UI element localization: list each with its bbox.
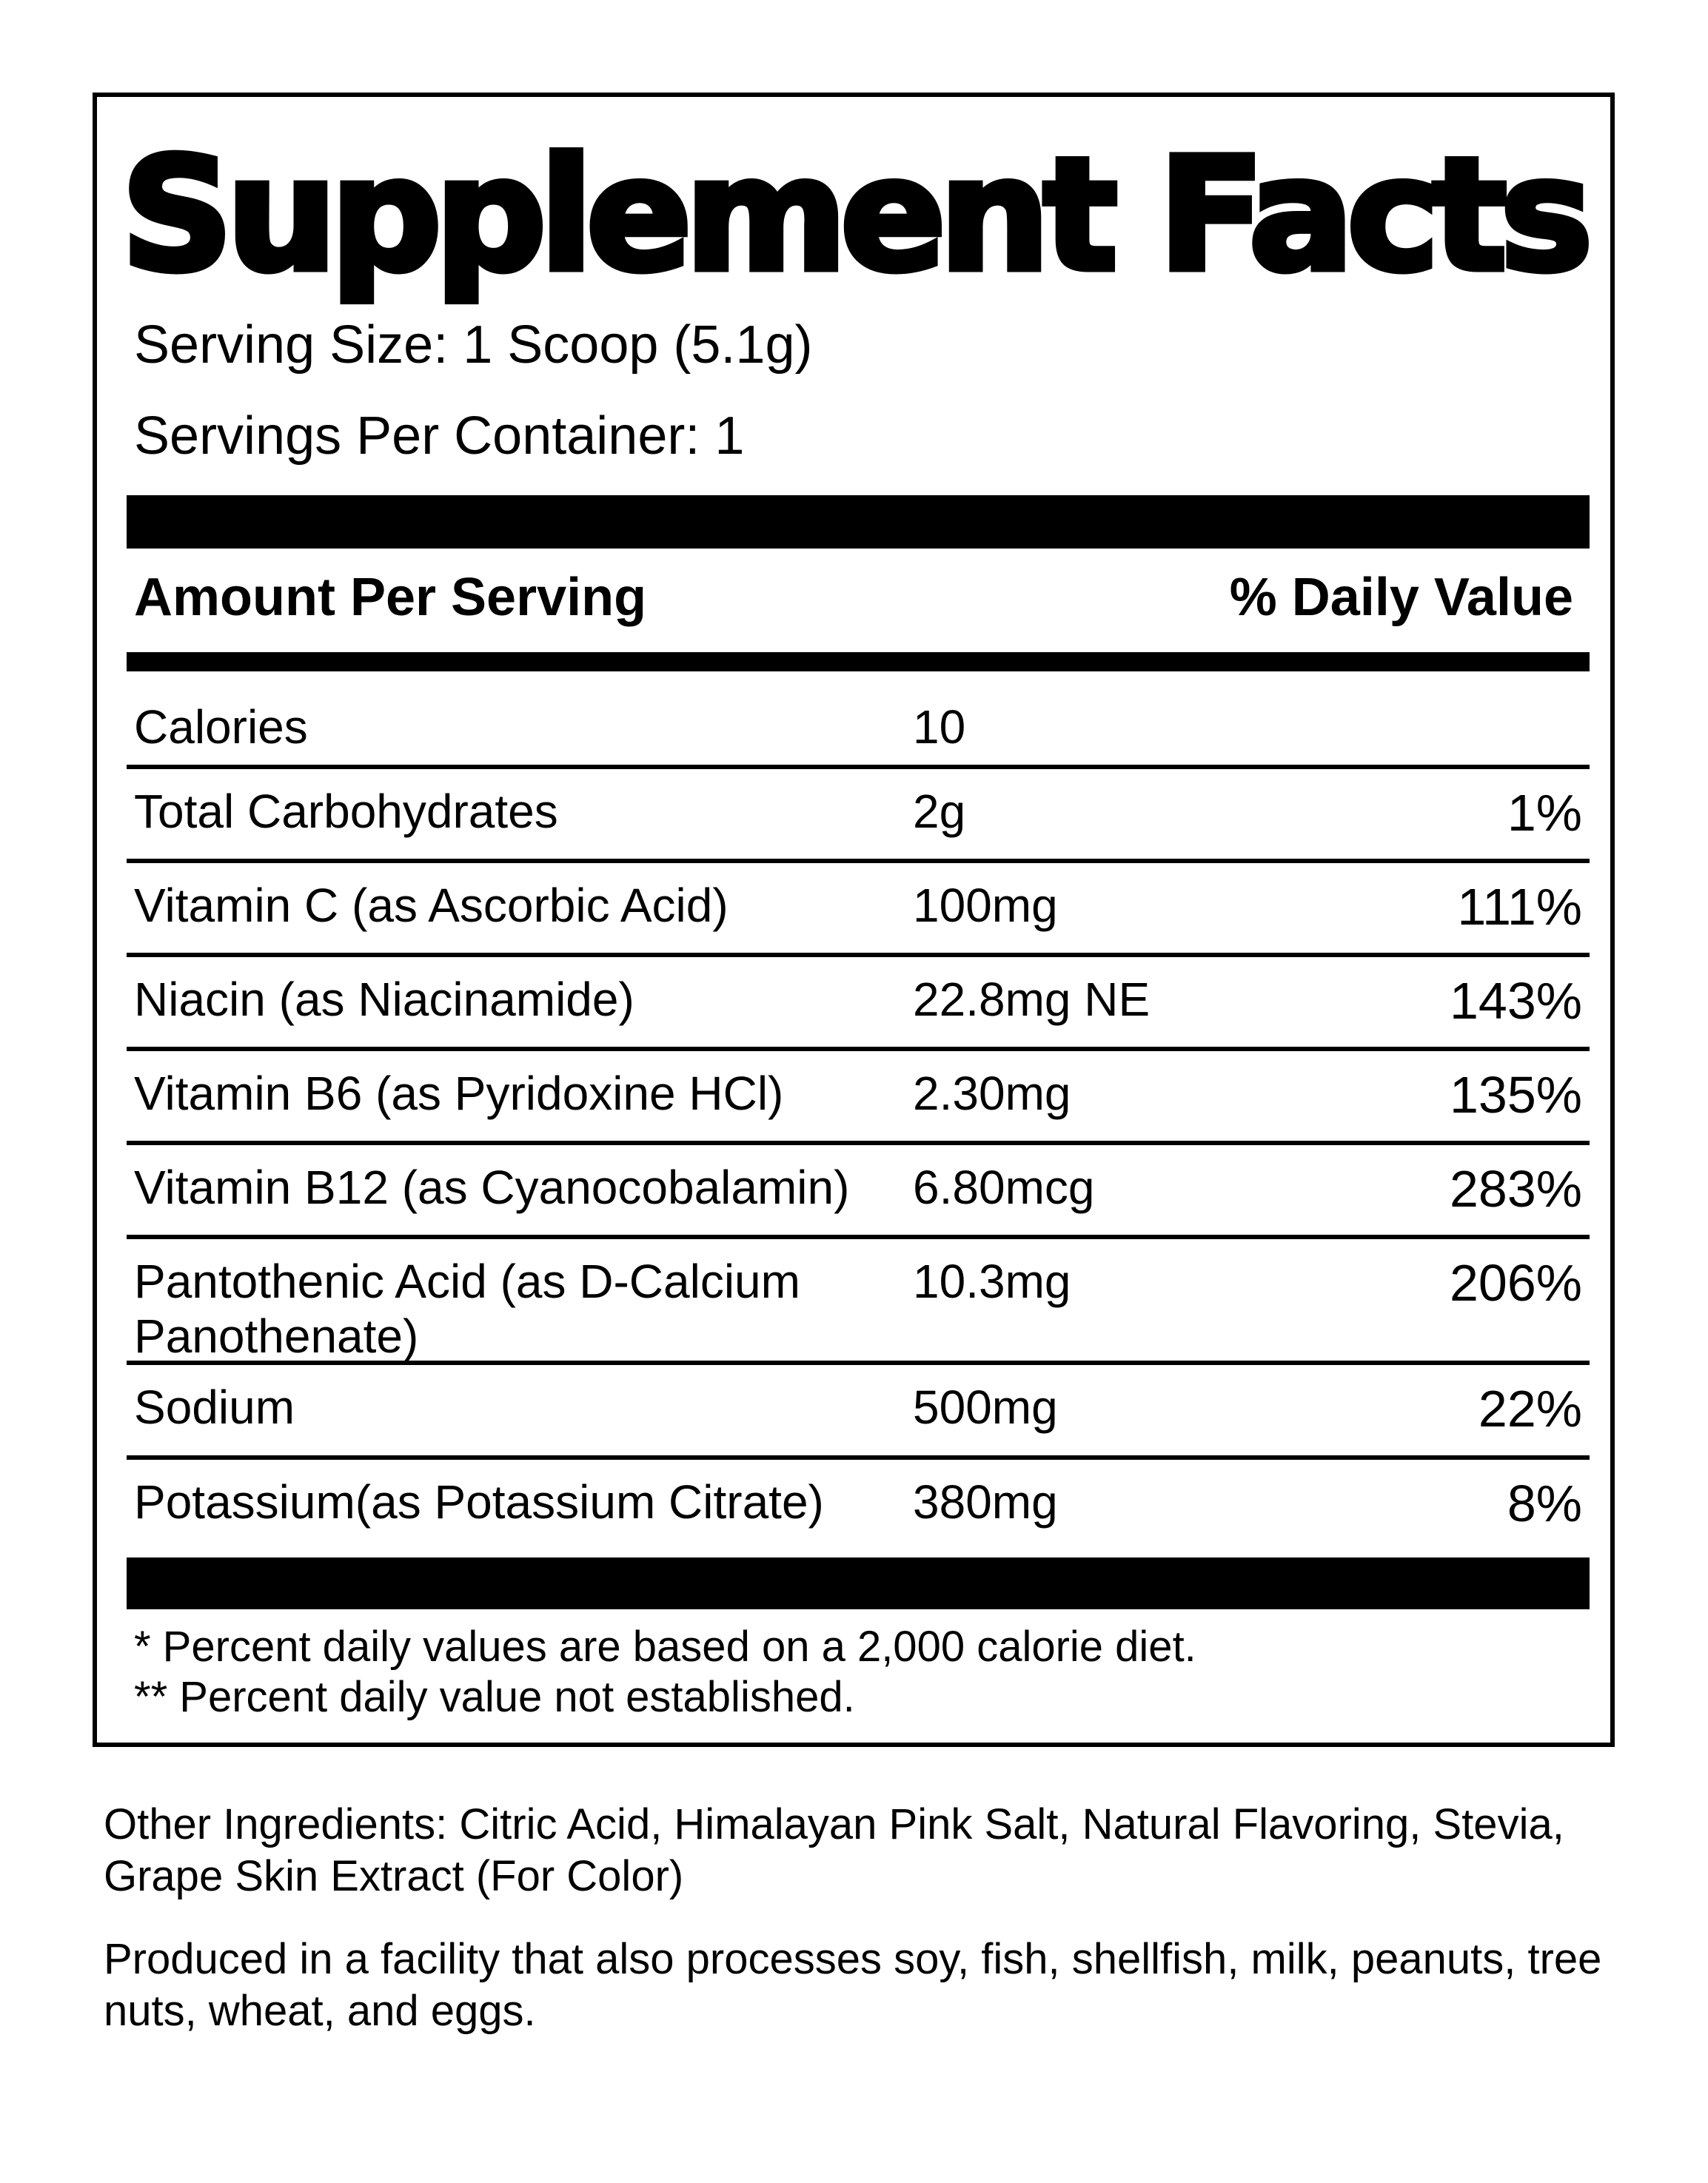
nutrient-daily-value: 283% xyxy=(1449,1160,1582,1218)
facts-title: Supplement Facts xyxy=(121,124,1587,306)
nutrient-daily-value: 135% xyxy=(1449,1066,1582,1124)
nutrient-daily-value: 206% xyxy=(1449,1254,1582,1312)
nutrient-name: Vitamin B12 (as Cyanocobalamin) xyxy=(134,1161,850,1214)
nutrient-daily-value: 111% xyxy=(1457,878,1582,936)
allergen-statement: Produced in a facility that also processes soy, fish, shellfish, milk, peanuts, tree nuts, wheat, and eggs. xyxy=(104,1935,1602,2035)
nutrient-name: Total Carbohydrates xyxy=(134,785,558,838)
nutrient-amount: 10.3mg xyxy=(913,1255,1071,1308)
divider-bar-middle xyxy=(127,652,1590,671)
footnotes xyxy=(134,1622,1196,1723)
nutrient-amount: 380mg xyxy=(913,1475,1058,1529)
nutrient-name: Niacin (as Niacinamide) xyxy=(134,973,634,1026)
nutrient-daily-value: 22% xyxy=(1478,1380,1582,1438)
servings-per-container: Servings Per Container: 1 xyxy=(134,406,745,466)
nutrient-amount: 500mg xyxy=(913,1381,1058,1434)
nutrient-row-sodium xyxy=(127,1365,1590,1460)
header-amount-per-serving: Amount Per Serving xyxy=(134,568,647,627)
nutrient-daily-value: 8% xyxy=(1507,1475,1582,1532)
nutrient-daily-value: 1% xyxy=(1507,784,1582,842)
divider-bar-top xyxy=(127,495,1590,549)
nutrient-name: Vitamin B6 (as Pyridoxine HCl) xyxy=(134,1067,784,1120)
footnote-not-established: ** Percent daily value not established. xyxy=(134,1673,855,1721)
nutrient-row-niacin xyxy=(127,957,1590,1051)
nutrient-row-potassium xyxy=(127,1460,1590,1549)
serving-size: Serving Size: 1 Scoop (5.1g) xyxy=(134,315,813,375)
supplement-facts-panel xyxy=(93,93,1615,1747)
nutrient-name: Vitamin C (as Ascorbic Acid) xyxy=(134,879,729,932)
other-ingredients: Other Ingredients: Citric Acid, Himalayan Pink Salt, Natural Flavoring, Stevia, Grape Skin Extract (For Color) xyxy=(104,1800,1564,1900)
nutrient-table xyxy=(127,671,1590,1549)
nutrient-amount: 2.30mg xyxy=(913,1067,1071,1120)
nutrient-name: Pantothenic Acid (as D-Calcium Panothenate) xyxy=(134,1255,800,1363)
nutrient-row-calories xyxy=(127,671,1590,769)
nutrient-amount: 100mg xyxy=(913,879,1058,932)
footnote-daily-values: * Percent daily values are based on a 2,000 calorie diet. xyxy=(134,1623,1196,1671)
nutrient-daily-value: 143% xyxy=(1449,972,1582,1030)
nutrient-amount: 6.80mcg xyxy=(913,1161,1095,1214)
nutrient-name: Calories xyxy=(134,700,308,754)
nutrient-name: Sodium xyxy=(134,1381,295,1434)
nutrient-row-vitamin-c xyxy=(127,863,1590,957)
nutrient-name: Potassium(as Potassium Citrate) xyxy=(134,1475,824,1529)
nutrient-row-pantothenic-acid xyxy=(127,1239,1590,1365)
nutrient-amount: 2g xyxy=(913,785,966,838)
nutrient-row-vitamin-b6 xyxy=(127,1051,1590,1145)
divider-bar-bottom xyxy=(127,1557,1590,1609)
nutrient-amount: 22.8mg NE xyxy=(913,973,1151,1026)
nutrient-row-total-carbohydrates xyxy=(127,769,1590,863)
nutrient-amount: 10 xyxy=(913,700,966,754)
header-daily-value: % Daily Value xyxy=(1229,568,1573,627)
nutrient-row-vitamin-b12 xyxy=(127,1145,1590,1239)
